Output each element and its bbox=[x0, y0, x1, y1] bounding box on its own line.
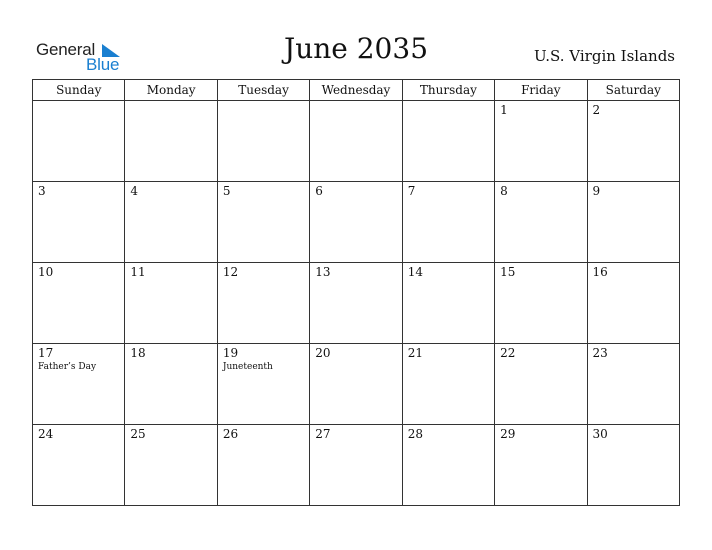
day-cell bbox=[33, 344, 125, 425]
day-number: 8 bbox=[500, 184, 508, 198]
day-cell bbox=[310, 182, 402, 263]
calendar-region: U.S. Virgin Islands bbox=[534, 47, 675, 65]
day-number: 25 bbox=[130, 427, 146, 441]
day-cell bbox=[495, 263, 587, 344]
holiday-label: Juneteenth bbox=[222, 362, 273, 372]
calendar-grid bbox=[32, 79, 680, 506]
day-number: 3 bbox=[38, 184, 46, 198]
day-number: 2 bbox=[592, 103, 601, 117]
day-number: 4 bbox=[130, 184, 139, 198]
day-cell bbox=[310, 101, 402, 182]
day-cell bbox=[125, 263, 217, 344]
day-number: 5 bbox=[222, 184, 231, 198]
weekday-sunday: Sunday bbox=[33, 80, 125, 101]
day-cell bbox=[33, 101, 125, 182]
week-row bbox=[33, 344, 680, 425]
day-number: 13 bbox=[315, 265, 331, 279]
day-number: 20 bbox=[315, 346, 331, 360]
logo-text-general: General bbox=[36, 40, 96, 59]
day-cell bbox=[217, 263, 309, 344]
day-cell bbox=[125, 182, 217, 263]
day-cell bbox=[310, 344, 402, 425]
day-number: 11 bbox=[130, 265, 146, 279]
day-cell bbox=[125, 344, 217, 425]
day-number: 23 bbox=[592, 346, 608, 360]
day-cell bbox=[125, 101, 217, 182]
week-row bbox=[33, 101, 680, 182]
day-cell bbox=[217, 101, 309, 182]
day-cell bbox=[495, 344, 587, 425]
day-number: 9 bbox=[592, 184, 601, 198]
logo-text-blue: Blue bbox=[86, 55, 120, 74]
week-row bbox=[33, 425, 680, 506]
day-number: 19 bbox=[222, 346, 239, 360]
day-cell bbox=[33, 263, 125, 344]
day-number: 27 bbox=[315, 427, 331, 441]
day-number: 15 bbox=[500, 265, 516, 279]
day-cell bbox=[402, 263, 494, 344]
day-cell bbox=[495, 425, 587, 506]
weekday-friday: Friday bbox=[495, 80, 587, 101]
day-cell bbox=[587, 182, 679, 263]
day-number: 24 bbox=[38, 427, 54, 441]
day-number: 1 bbox=[500, 103, 508, 117]
weekday-wednesday: Wednesday bbox=[310, 80, 402, 101]
day-number: 12 bbox=[222, 265, 239, 279]
day-number: 22 bbox=[500, 346, 516, 360]
weekday-tuesday: Tuesday bbox=[217, 80, 309, 101]
week-row bbox=[33, 263, 680, 344]
day-number: 29 bbox=[500, 427, 516, 441]
day-cell bbox=[33, 182, 125, 263]
day-cell bbox=[587, 101, 679, 182]
weekday-monday: Monday bbox=[125, 80, 217, 101]
day-number: 26 bbox=[222, 427, 239, 441]
day-number: 7 bbox=[407, 184, 416, 198]
day-number: 21 bbox=[407, 346, 423, 360]
holiday-label: Father’s Day bbox=[38, 362, 97, 372]
day-cell bbox=[33, 425, 125, 506]
day-cell bbox=[495, 101, 587, 182]
day-cell bbox=[310, 425, 402, 506]
day-number: 14 bbox=[407, 265, 423, 279]
day-number: 28 bbox=[407, 427, 423, 441]
weekday-thursday: Thursday bbox=[402, 80, 494, 101]
day-cell bbox=[125, 425, 217, 506]
day-number: 6 bbox=[315, 184, 323, 198]
day-cell bbox=[217, 425, 309, 506]
day-cell bbox=[402, 101, 494, 182]
day-cell bbox=[310, 263, 402, 344]
day-cell bbox=[402, 182, 494, 263]
day-cell bbox=[495, 182, 587, 263]
day-cell bbox=[217, 182, 309, 263]
day-cell bbox=[217, 344, 309, 425]
day-number: 18 bbox=[130, 346, 146, 360]
day-number: 30 bbox=[592, 427, 608, 441]
day-number: 10 bbox=[38, 265, 54, 279]
day-cell bbox=[402, 344, 494, 425]
week-row bbox=[33, 182, 680, 263]
day-cell bbox=[587, 344, 679, 425]
day-number: 16 bbox=[592, 265, 608, 279]
day-number: 17 bbox=[38, 346, 54, 360]
calendar-title: June 2035 bbox=[283, 32, 429, 65]
weekday-header-row bbox=[33, 80, 680, 101]
day-cell bbox=[587, 425, 679, 506]
day-cell bbox=[587, 263, 679, 344]
day-cell bbox=[402, 425, 494, 506]
weekday-saturday: Saturday bbox=[587, 80, 679, 101]
